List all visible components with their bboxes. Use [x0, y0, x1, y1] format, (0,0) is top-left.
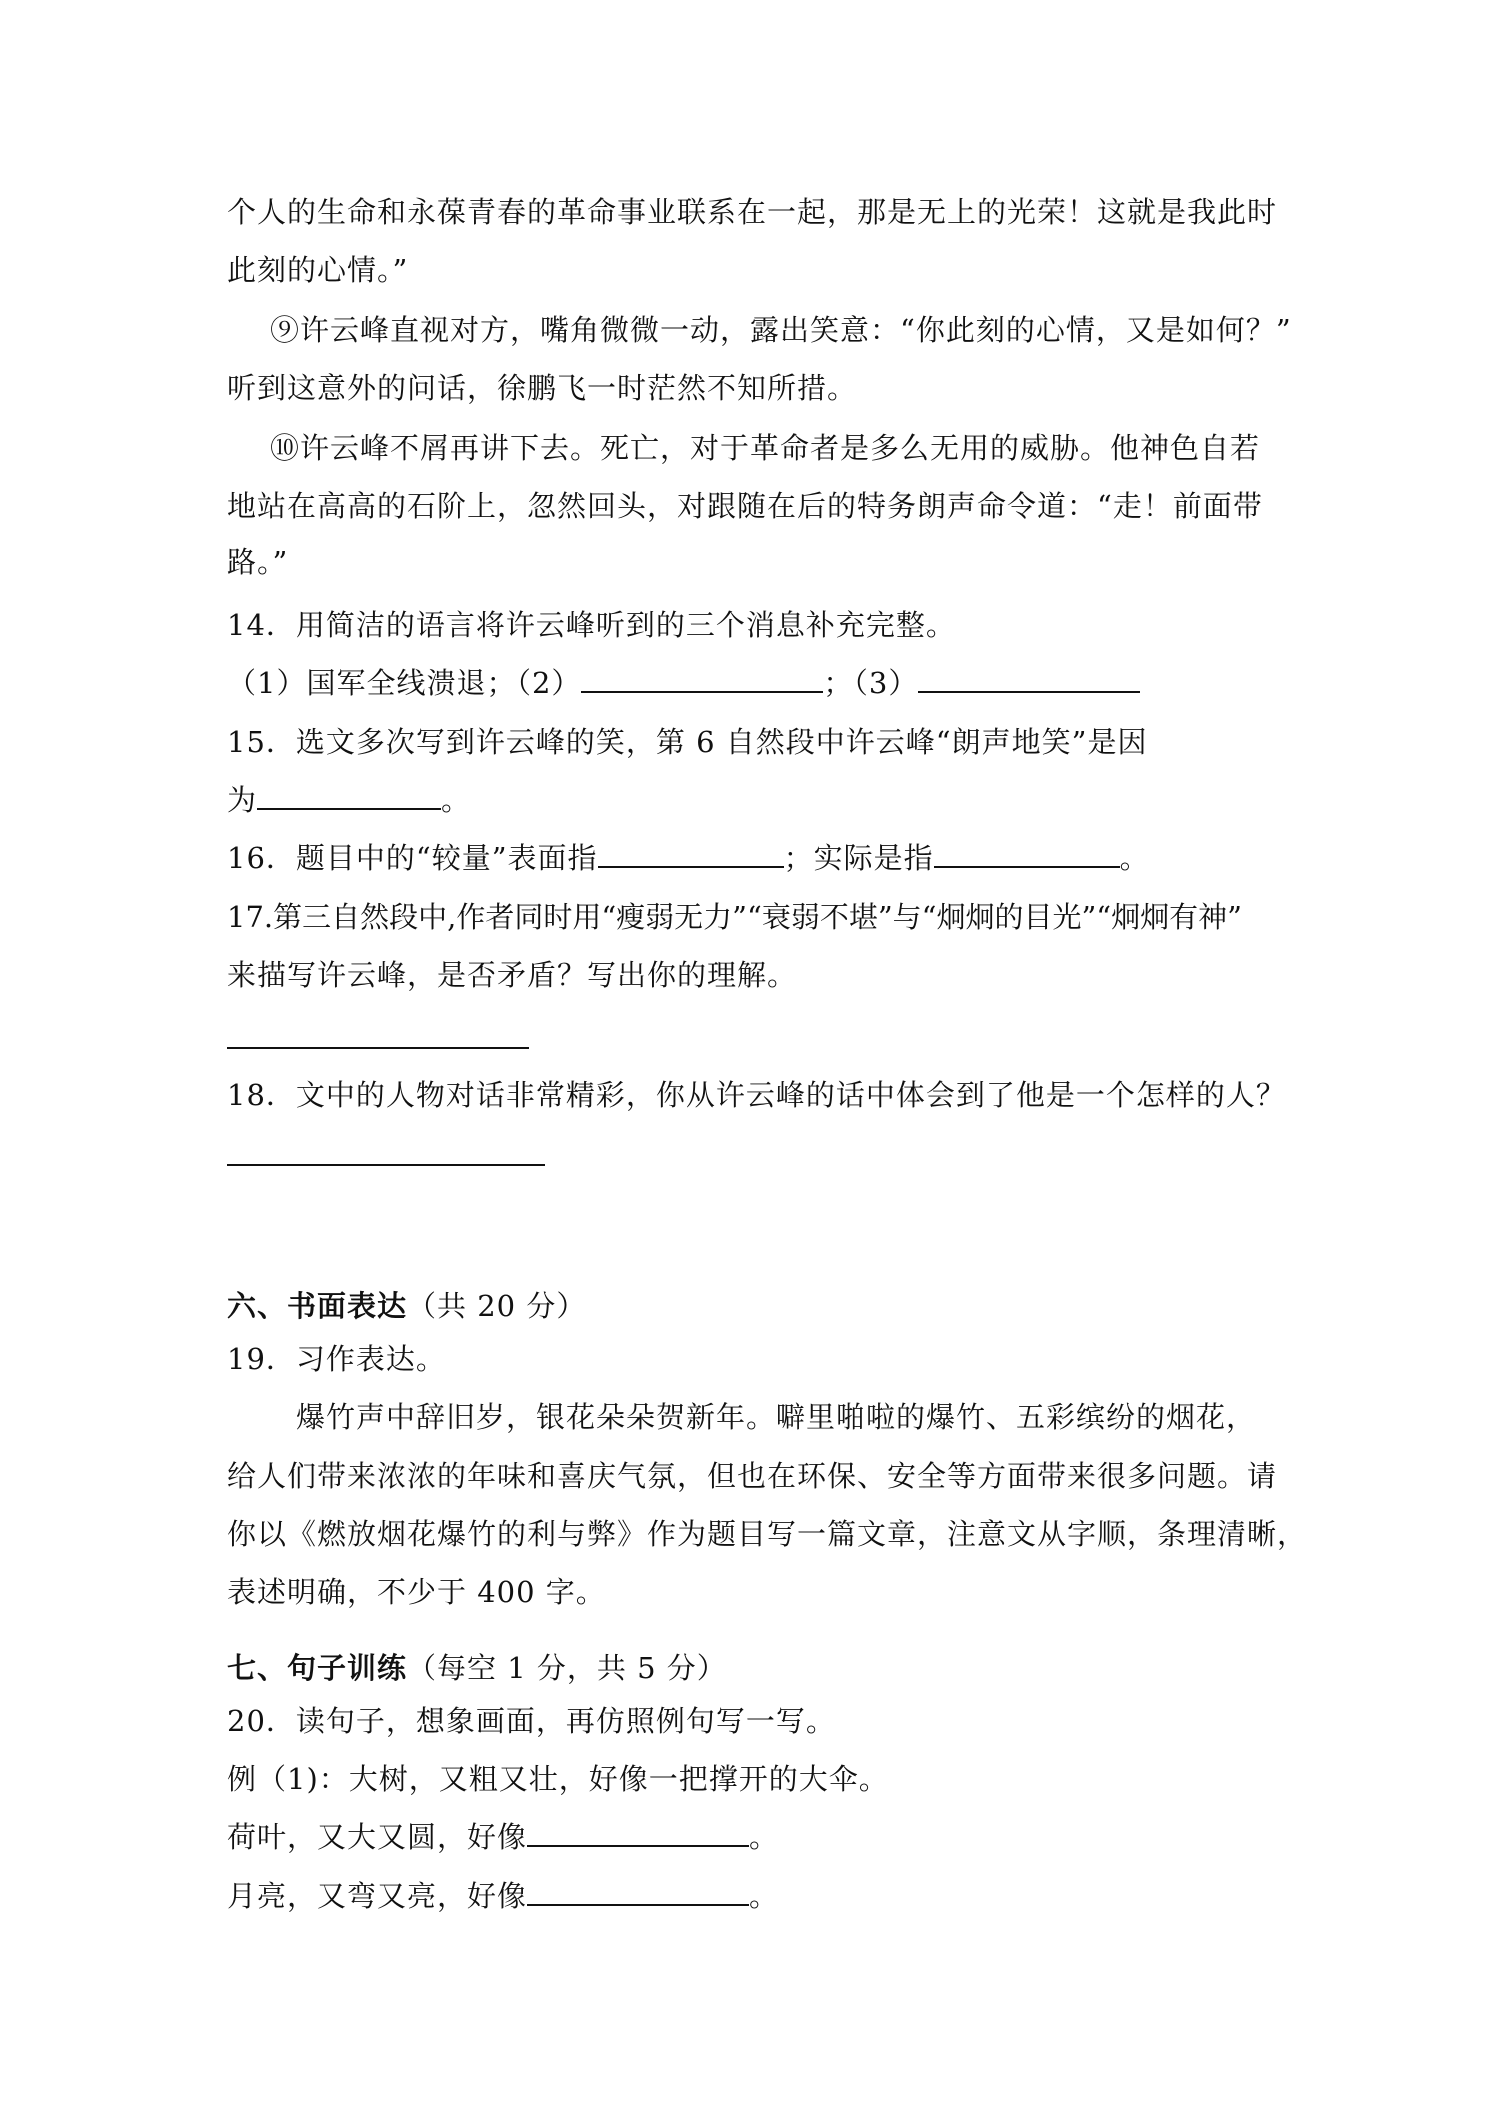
question-19: 19．习作表达。: [227, 1342, 446, 1376]
q16-prefix: 16．题目中的“较量”表面指: [227, 841, 598, 875]
q14-part1-label: （1）国军全线溃退；（2）: [227, 666, 582, 700]
writing-prompt-line: 表述明确，不少于 400 字。: [227, 1575, 606, 1609]
section-6-heading: [227, 1286, 586, 1326]
question-20: 20．读句子，想象画面，再仿照例句写一写。: [227, 1704, 836, 1738]
item1-prefix: 荷叶，又大又圆，好像: [227, 1820, 528, 1854]
q15-suffix: 。: [441, 783, 472, 817]
question-15-answer-row: [227, 780, 471, 820]
q15-blank[interactable]: [257, 782, 441, 810]
writing-prompt-line: 你以《燃放烟花爆竹的利与弊》作为题目写一篇文章，注意文从字顺，条理清晰，: [227, 1517, 1308, 1551]
item2-suffix: 。: [749, 1879, 780, 1913]
writing-prompt-line: 给人们带来浓浓的年味和喜庆气氛，但也在环保、安全等方面带来很多问题。请: [227, 1459, 1278, 1493]
question-18: 18．文中的人物对话非常精彩，你从许云峰的话中体会到了他是一个怎样的人？: [227, 1078, 1286, 1112]
q16-suffix: 。: [1119, 841, 1150, 875]
q16-mid: ；实际是指: [783, 841, 934, 875]
q14-blank-3[interactable]: [918, 665, 1140, 693]
imitation-item-1: [227, 1817, 779, 1857]
passage-line: 地站在高高的石阶上，忽然回头，对跟随在后的特务朗声命令道：“走！前面带: [227, 489, 1263, 523]
passage-paragraph-9: ⑨许云峰直视对方，嘴角微微一动，露出笑意：“你此刻的心情，又是如何？”: [270, 313, 1292, 347]
passage-line: 个人的生命和永葆青春的革命事业联系在一起，那是无上的光荣！这就是我此时: [227, 195, 1278, 229]
question-17: 17.第三自然段中,作者同时用“瘦弱无力”“衰弱不堪”与“炯炯的目光”“炯炯有神”: [227, 900, 1242, 934]
item2-prefix: 月亮，又弯又亮，好像: [227, 1879, 528, 1913]
imitation-item-2: [227, 1876, 779, 1916]
q15-prefix: 为: [227, 783, 258, 817]
passage-line: 路。”: [227, 545, 289, 579]
question-17-line2: 来描写许云峰，是否矛盾？写出你的理解。: [227, 958, 798, 992]
q16-blank-surface[interactable]: [598, 840, 784, 868]
q14-blank-2[interactable]: [581, 665, 823, 693]
q17-answer-line[interactable]: [227, 1047, 529, 1049]
question-14: 14．用简洁的语言将许云峰听到的三个消息补充完整。: [227, 608, 956, 642]
question-16: [227, 838, 1150, 878]
passage-paragraph-10: ⑩许云峰不屑再讲下去。死亡，对于革命者是多么无用的威胁。他神色自若: [270, 431, 1261, 465]
item2-blank[interactable]: [527, 1878, 749, 1906]
question-15: 15．选文多次写到许云峰的笑，第 6 自然段中许云峰“朗声地笑”是因: [227, 725, 1148, 759]
section-7-heading: [227, 1648, 727, 1688]
section-7-score: （每空 1 分，共 5 分）: [407, 1651, 727, 1685]
q16-blank-actual[interactable]: [934, 840, 1120, 868]
item1-blank[interactable]: [527, 1819, 749, 1847]
q18-answer-line[interactable]: [227, 1164, 545, 1166]
section-6-title: 六、书面表达: [227, 1289, 408, 1323]
example-sentence: 例（1)：大树，又粗又壮，好像一把撑开的大伞。: [227, 1762, 889, 1796]
passage-line: 此刻的心情。”: [227, 253, 409, 287]
question-14-answer-row: [227, 663, 1140, 703]
section-6-score: （共 20 分）: [407, 1289, 587, 1323]
passage-line: 听到这意外的问话，徐鹏飞一时茫然不知所措。: [227, 371, 858, 405]
item1-suffix: 。: [749, 1820, 780, 1854]
writing-prompt-line: 爆竹声中辞旧岁，银花朵朵贺新年。噼里啪啦的爆竹、五彩缤纷的烟花，: [296, 1400, 1257, 1434]
section-7-title: 七、句子训练: [227, 1651, 408, 1685]
q14-sep-label: ；（3）: [823, 666, 919, 700]
